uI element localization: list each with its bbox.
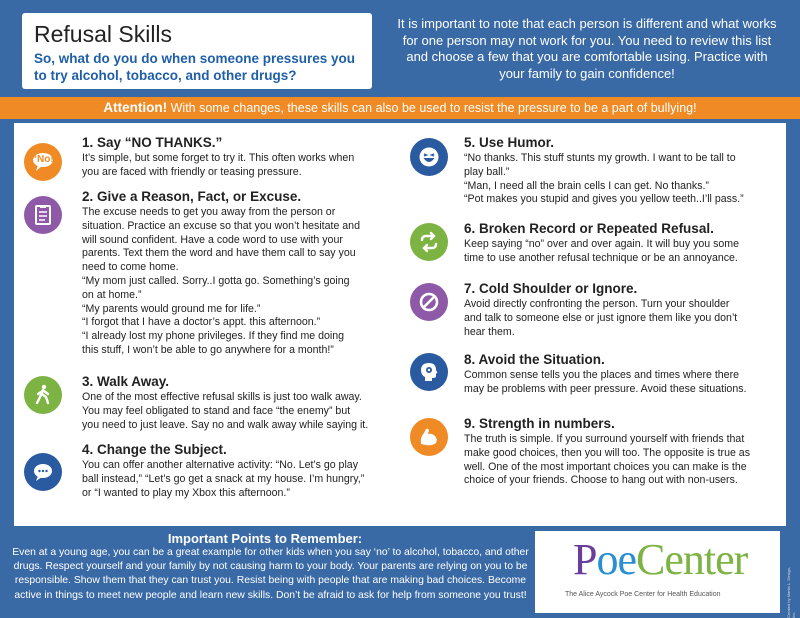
skill-2-line: “I forgot that I have a doctor’s appt. this afternoon.” — [82, 316, 321, 329]
logo-word-center: Center — [636, 535, 748, 584]
prohibited-icon — [410, 283, 448, 321]
skill-3-line: One of the most effective refusal skills is just too walk away. — [82, 391, 362, 403]
no-badge-text: “No!” — [32, 154, 59, 165]
no-speech-icon — [24, 143, 62, 181]
important-points-title: Important Points to Remember: — [167, 531, 363, 546]
skill-8-line: Common sense tells you the places and times where there — [464, 369, 739, 381]
skill-9-line: make good choices, then you will too. The opposite is true as — [464, 446, 751, 459]
credit-text: Created by Martin L. Design, Inc. — [786, 567, 796, 618]
skill-2-line: “My parents would ground me for life.” — [82, 302, 261, 315]
skill-2-line: will sound confident. Have a code word to use with your — [82, 233, 343, 246]
walking-person-icon — [24, 376, 62, 414]
skill-6-line: time to use another refusal technique or be an annoyance. — [464, 251, 738, 264]
speech-bubble-icon — [24, 453, 62, 491]
page-subtitle: So, what do you do when someone pressures you to try alcohol, tobacco, and other drugs? — [34, 51, 356, 83]
skill-title-6: 6. Broken Record or Repeated Refusal. — [464, 221, 714, 236]
skill-8-line: may be problems with peer pressure. Avoid these situations. — [464, 382, 747, 395]
skill-9-line: well. One of the most important choices you can make is the — [464, 460, 747, 473]
skill-2-line: situation. Practice an excuse so that you won’t hesitate and — [82, 219, 360, 232]
skill-5-line: play ball.” — [464, 165, 510, 178]
skill-4-line: or “I wanted to play my Xbox this afternoon.” — [82, 486, 290, 499]
skill-7-line: hear them. — [464, 325, 515, 338]
skill-1-line: you are faced with friendly or teasing pressure. — [82, 165, 302, 178]
skill-5-line: “Pot makes you stupid and gives you yellow teeth..I’ll pass.” — [464, 193, 744, 206]
logo-letters-oe: oe — [596, 535, 637, 584]
skill-4-line: ball instead,” “Let’s go get a snack at my house. I’m hungry,” — [82, 472, 365, 485]
skill-1-line: It’s simple, but some forget to try it. This often works when — [82, 152, 355, 164]
repeat-arrows-icon — [410, 223, 448, 261]
important-points-line: Even at a young age, you can be a great example for other kids when you say ‘no’ to alcohol, tobacco, and other — [12, 547, 529, 558]
logo-letter-p: P — [573, 535, 597, 584]
attention-banner — [0, 97, 800, 119]
clipboard-icon — [24, 196, 62, 234]
important-points-line: drugs. Respect yourself and your family by not causing harm to your body. Your parents are relying on you to be — [13, 561, 528, 573]
page-title: Refusal Skills — [34, 21, 173, 47]
logo-wordmark — [573, 535, 747, 585]
laughing-face-icon — [410, 138, 448, 176]
head-gear-icon — [410, 353, 448, 391]
skill-7-line: and talk to someone else or just ignore them like you don’t — [464, 311, 738, 324]
skill-title-5: 5. Use Humor. — [464, 135, 555, 150]
skill-2-line: The excuse needs to get you away from the person or — [82, 206, 336, 218]
skill-title-1: 1. Say “NO THANKS.” — [82, 135, 223, 150]
skill-6-line: Keep saying “no” over and over again. It will buy you some — [464, 238, 739, 250]
important-points-line: active in things to meet new people and learn new skills. Don’t be afraid to ask for help from someone you trust! — [14, 589, 527, 601]
skill-2-line: on at home.” — [82, 288, 142, 301]
skill-title-3: 3. Walk Away. — [82, 374, 170, 389]
important-points-text — [8, 546, 533, 603]
attention-label: Attention! — [103, 100, 168, 115]
attention-text: With some changes, these skills can also be used to resist the pressure to be a part of bullying! — [167, 101, 697, 115]
skill-5-line: “No thanks. This stuff stunts my growth. I want to be tall to — [464, 152, 736, 164]
skill-2-line: this stuff, I won’t be able to go anywhere for a month!” — [82, 343, 334, 356]
intro-text: It is important to note that each person is different and what works for one person may not work for you. You need to review this list and choose a few that you are comfortable using. Practice with your family to gain confidence! — [397, 16, 777, 81]
skills-panel — [14, 123, 786, 526]
skill-7-line: Avoid directly confronting the person. Turn your shoulder — [464, 298, 730, 310]
important-points-line: responsible. Show them that they can trust you. Resist being with people that are making bad choices. Become — [14, 575, 527, 587]
skill-title-8: 8. Avoid the Situation. — [464, 352, 605, 367]
skill-2-line: need to come home. — [82, 261, 179, 274]
skill-5-line: “Man, I need all the brain cells I can get. No thanks.” — [464, 179, 709, 192]
logo-tagline: The Alice Aycock Poe Center for Health Education — [565, 591, 721, 598]
flexed-arm-icon — [410, 418, 448, 456]
skill-title-4: 4. Change the Subject. — [82, 442, 227, 457]
skill-title-7: 7. Cold Shoulder or Ignore. — [464, 281, 638, 296]
skill-3-line: You may feel obligated to stand and face “the enemy” but — [82, 404, 351, 417]
skill-2-line: parents. Text them the word and have them call to say you — [82, 247, 356, 260]
skill-4-line: You can offer another alternative activity: “No. Let’s go play — [82, 459, 358, 471]
poe-center-logo — [535, 531, 780, 613]
skill-9-line: choice of your friends. Choose to hang out with non-users. — [464, 474, 738, 487]
skill-title-2: 2. Give a Reason, Fact, or Excuse. — [82, 189, 302, 204]
skill-2-line: “I already lost my phone privileges. If they find me doing — [82, 330, 345, 343]
title-box — [22, 13, 372, 89]
skill-title-9: 9. Strength in numbers. — [464, 416, 615, 431]
skill-9-line: The truth is simple. If you surround yourself with friends that — [464, 433, 745, 445]
skill-2-line: “My mom just called. Sorry..I gotta go. Something’s going — [82, 274, 350, 287]
skill-3-line: you need to just leave. Say no and walk away while saying it. — [82, 418, 369, 431]
